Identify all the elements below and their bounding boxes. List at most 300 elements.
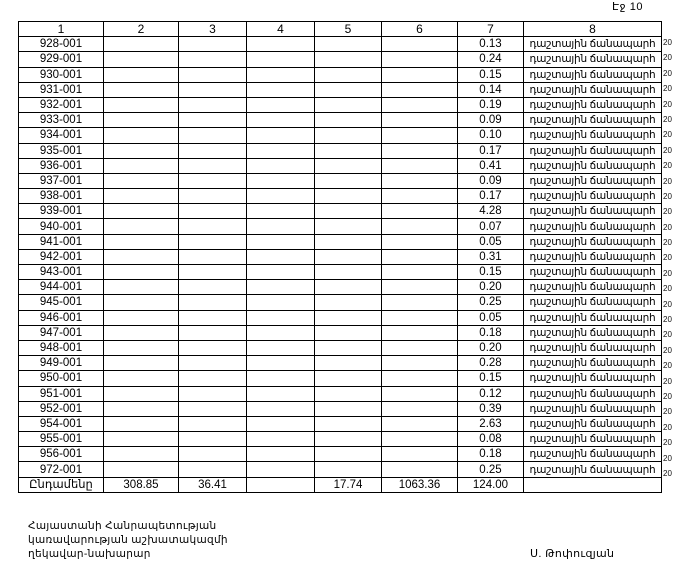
land-type-cell: դաշտային ճանապարհ (524, 158, 662, 173)
column-header-3: 3 (179, 22, 247, 37)
parcel-id-cell: 938-001 (19, 189, 104, 204)
margin-mark: 20 (663, 53, 672, 63)
land-type-cell: դաշտային ճանապարհ (524, 82, 662, 97)
empty-cell (179, 143, 247, 158)
table-row (19, 234, 662, 249)
empty-cell (247, 340, 315, 355)
parcel-id-cell: 947-001 (19, 325, 104, 340)
empty-cell (104, 295, 179, 310)
empty-cell (382, 401, 458, 416)
margin-mark: 20 (663, 176, 672, 186)
land-type-cell: դաշտային ճանապարհ (524, 371, 662, 386)
empty-cell (179, 295, 247, 310)
totals-row (19, 477, 662, 492)
margin-mark: 20 (663, 453, 672, 463)
area-cell: 0.13 (458, 37, 524, 52)
parcel-id-cell: 951-001 (19, 386, 104, 401)
land-type-cell: դաշտային ճանապարհ (524, 356, 662, 371)
empty-cell (104, 325, 179, 340)
empty-cell (179, 401, 247, 416)
empty-cell (179, 204, 247, 219)
empty-cell (382, 67, 458, 82)
margin-mark: 20 (663, 191, 672, 201)
empty-cell (382, 340, 458, 355)
empty-cell (247, 234, 315, 249)
margin-mark: 20 (663, 114, 672, 124)
area-cell: 0.17 (458, 189, 524, 204)
empty-cell (247, 189, 315, 204)
empty-cell (179, 249, 247, 264)
empty-cell (104, 447, 179, 462)
area-cell: 0.31 (458, 249, 524, 264)
empty-cell (179, 82, 247, 97)
table-row (19, 280, 662, 295)
empty-cell (247, 113, 315, 128)
signatory-name: Ս. Թոփուզյան (530, 548, 615, 560)
empty-cell (104, 67, 179, 82)
table-row (19, 113, 662, 128)
table-row (19, 416, 662, 431)
empty-cell (247, 128, 315, 143)
empty-cell (104, 204, 179, 219)
margin-mark: 20 (663, 391, 672, 401)
empty-cell (315, 67, 382, 82)
area-cell: 0.05 (458, 310, 524, 325)
table-row (19, 310, 662, 325)
empty-cell (247, 52, 315, 67)
empty-cell (104, 462, 179, 477)
empty-cell (179, 416, 247, 431)
totals-value: 17.74 (315, 477, 382, 492)
area-cell: 0.18 (458, 447, 524, 462)
totals-value (247, 477, 315, 492)
parcel-id-cell: 934-001 (19, 128, 104, 143)
empty-cell (247, 310, 315, 325)
page-number-label: Էջ 10 (612, 1, 643, 13)
table-row (19, 52, 662, 67)
empty-cell (247, 97, 315, 112)
parcel-id-cell: 929-001 (19, 52, 104, 67)
area-cell: 0.41 (458, 158, 524, 173)
empty-cell (315, 189, 382, 204)
margin-mark: 20 (663, 238, 672, 248)
empty-cell (382, 432, 458, 447)
area-cell: 0.19 (458, 97, 524, 112)
margin-mark: 20 (663, 84, 672, 94)
empty-cell (104, 173, 179, 188)
land-type-cell: դաշտային ճանապարհ (524, 67, 662, 82)
parcel-id-cell: 972-001 (19, 462, 104, 477)
empty-cell (382, 447, 458, 462)
table-row (19, 295, 662, 310)
land-type-cell: դաշտային ճանապարհ (524, 401, 662, 416)
table-row (19, 82, 662, 97)
empty-cell (247, 280, 315, 295)
empty-cell (179, 340, 247, 355)
land-type-cell: դաշտային ճանապարհ (524, 234, 662, 249)
empty-cell (315, 462, 382, 477)
empty-cell (382, 310, 458, 325)
empty-cell (247, 143, 315, 158)
land-type-cell: դաշտային ճանապարհ (524, 189, 662, 204)
empty-cell (315, 401, 382, 416)
land-type-cell: դաշտային ճանապարհ (524, 447, 662, 462)
empty-cell (382, 386, 458, 401)
empty-cell (382, 325, 458, 340)
empty-cell (382, 128, 458, 143)
empty-cell (382, 37, 458, 52)
empty-cell (179, 113, 247, 128)
parcel-id-cell: 928-001 (19, 37, 104, 52)
empty-cell (315, 158, 382, 173)
empty-cell (382, 416, 458, 431)
parcel-id-cell: 948-001 (19, 340, 104, 355)
empty-cell (382, 280, 458, 295)
empty-cell (104, 280, 179, 295)
margin-mark: 20 (663, 207, 672, 217)
margin-mark: 20 (663, 407, 672, 417)
area-cell: 0.20 (458, 280, 524, 295)
empty-cell (179, 173, 247, 188)
land-type-cell: դաշտային ճանապարհ (524, 386, 662, 401)
margin-mark: 20 (663, 422, 672, 432)
empty-cell (315, 143, 382, 158)
column-number-header (19, 22, 662, 37)
table-row (19, 249, 662, 264)
column-header-5: 5 (315, 22, 382, 37)
empty-cell (179, 219, 247, 234)
table-row (19, 173, 662, 188)
table-row (19, 265, 662, 280)
empty-cell (104, 416, 179, 431)
empty-cell (179, 310, 247, 325)
parcel-id-cell: 940-001 (19, 219, 104, 234)
area-cell: 0.15 (458, 265, 524, 280)
empty-cell (315, 371, 382, 386)
area-cell: 0.05 (458, 234, 524, 249)
land-type-cell: դաշտային ճանապարհ (524, 295, 662, 310)
land-type-cell: դաշտային ճանապարհ (524, 325, 662, 340)
empty-cell (382, 143, 458, 158)
empty-cell (104, 432, 179, 447)
margin-mark: 20 (663, 222, 672, 232)
margin-mark: 20 (663, 438, 672, 448)
land-type-cell: դաշտային ճանապարհ (524, 97, 662, 112)
empty-cell (104, 97, 179, 112)
empty-cell (382, 219, 458, 234)
parcel-id-cell: 933-001 (19, 113, 104, 128)
empty-cell (104, 371, 179, 386)
column-header-6: 6 (382, 22, 458, 37)
margin-mark: 20 (663, 330, 672, 340)
area-cell: 0.24 (458, 52, 524, 67)
empty-cell (104, 310, 179, 325)
empty-cell (104, 386, 179, 401)
empty-cell (104, 234, 179, 249)
area-cell: 0.28 (458, 356, 524, 371)
empty-cell (104, 356, 179, 371)
signature-title-line-3: ղեկավար-նախարար (28, 548, 151, 560)
empty-cell (247, 462, 315, 477)
margin-mark: 20 (663, 161, 672, 171)
parcel-id-cell: 956-001 (19, 447, 104, 462)
totals-label: Ընդամենը (19, 477, 104, 492)
area-cell: 0.15 (458, 67, 524, 82)
empty-cell (315, 249, 382, 264)
land-type-cell: դաշտային ճանապարհ (524, 432, 662, 447)
table-row (19, 386, 662, 401)
empty-cell (247, 265, 315, 280)
table-row (19, 143, 662, 158)
empty-cell (104, 158, 179, 173)
land-type-cell: դաշտային ճանապարհ (524, 52, 662, 67)
empty-cell (315, 295, 382, 310)
area-cell: 0.25 (458, 462, 524, 477)
table-row (19, 401, 662, 416)
parcel-id-cell: 945-001 (19, 295, 104, 310)
margin-mark: 20 (663, 253, 672, 263)
empty-cell (247, 325, 315, 340)
table-row (19, 356, 662, 371)
column-header-4: 4 (247, 22, 315, 37)
empty-cell (104, 113, 179, 128)
table-row (19, 447, 662, 462)
parcel-id-cell: 949-001 (19, 356, 104, 371)
empty-cell (104, 37, 179, 52)
margin-mark: 20 (663, 376, 672, 386)
area-cell: 0.14 (458, 82, 524, 97)
margin-mark: 20 (663, 468, 672, 478)
column-header-7: 7 (458, 22, 524, 37)
empty-cell (382, 52, 458, 67)
column-header-1: 1 (19, 22, 104, 37)
empty-cell (315, 219, 382, 234)
land-type-cell: դաշտային ճանապարհ (524, 219, 662, 234)
empty-cell (247, 356, 315, 371)
empty-cell (382, 234, 458, 249)
signature-title-block (28, 519, 228, 561)
table-row (19, 37, 662, 52)
empty-cell (104, 249, 179, 264)
empty-cell (382, 189, 458, 204)
empty-cell (247, 82, 315, 97)
empty-cell (382, 462, 458, 477)
column-header-8: 8 (524, 22, 662, 37)
signature-title-line-2: կառավարության աշխատակազմի (28, 534, 228, 546)
empty-cell (247, 416, 315, 431)
totals-value (524, 477, 662, 492)
empty-cell (315, 432, 382, 447)
empty-cell (315, 204, 382, 219)
land-type-cell: դաշտային ճանապարհ (524, 143, 662, 158)
signature-title-line-1: Հայաստանի Հանրապետության (28, 520, 217, 532)
empty-cell (247, 386, 315, 401)
empty-cell (315, 280, 382, 295)
margin-mark: 20 (663, 38, 672, 47)
empty-cell (179, 462, 247, 477)
empty-cell (382, 173, 458, 188)
table-row (19, 67, 662, 82)
table-row (19, 128, 662, 143)
land-type-cell: դաշտային ճանապարհ (524, 37, 662, 52)
area-cell: 0.18 (458, 325, 524, 340)
land-type-cell: դաշտային ճանապարհ (524, 280, 662, 295)
area-cell: 0.20 (458, 340, 524, 355)
area-cell: 0.08 (458, 432, 524, 447)
margin-mark: 20 (663, 361, 672, 371)
table-row (19, 371, 662, 386)
column-header-2: 2 (104, 22, 179, 37)
empty-cell (104, 401, 179, 416)
margin-marks (663, 35, 677, 481)
area-cell: 0.39 (458, 401, 524, 416)
empty-cell (179, 325, 247, 340)
parcel-id-cell: 935-001 (19, 143, 104, 158)
empty-cell (179, 234, 247, 249)
land-type-cell: դաշտային ճանապարհ (524, 204, 662, 219)
empty-cell (315, 386, 382, 401)
table-row (19, 325, 662, 340)
empty-cell (382, 371, 458, 386)
parcel-id-cell: 930-001 (19, 67, 104, 82)
empty-cell (179, 432, 247, 447)
land-type-cell: դաշտային ճանապարհ (524, 113, 662, 128)
empty-cell (315, 52, 382, 67)
empty-cell (104, 52, 179, 67)
margin-mark: 20 (663, 130, 672, 140)
area-cell: 0.15 (458, 371, 524, 386)
margin-mark: 20 (663, 268, 672, 278)
empty-cell (315, 340, 382, 355)
land-type-cell: դաշտային ճանապարհ (524, 173, 662, 188)
empty-cell (382, 356, 458, 371)
empty-cell (315, 82, 382, 97)
empty-cell (315, 447, 382, 462)
area-cell: 0.12 (458, 386, 524, 401)
empty-cell (179, 37, 247, 52)
parcel-id-cell: 950-001 (19, 371, 104, 386)
empty-cell (179, 52, 247, 67)
empty-cell (247, 432, 315, 447)
parcel-id-cell: 942-001 (19, 249, 104, 264)
totals-value: 124.00 (458, 477, 524, 492)
empty-cell (315, 97, 382, 112)
empty-cell (315, 325, 382, 340)
table-row (19, 462, 662, 477)
empty-cell (247, 219, 315, 234)
empty-cell (104, 189, 179, 204)
empty-cell (247, 295, 315, 310)
parcel-id-cell: 954-001 (19, 416, 104, 431)
land-type-cell: դաշտային ճանապարհ (524, 462, 662, 477)
empty-cell (382, 295, 458, 310)
empty-cell (179, 386, 247, 401)
empty-cell (315, 128, 382, 143)
empty-cell (247, 249, 315, 264)
empty-cell (382, 249, 458, 264)
land-type-cell: դաշտային ճանապարհ (524, 265, 662, 280)
empty-cell (179, 158, 247, 173)
parcel-id-cell: 941-001 (19, 234, 104, 249)
parcel-id-cell: 937-001 (19, 173, 104, 188)
empty-cell (315, 113, 382, 128)
table-row (19, 97, 662, 112)
parcel-id-cell: 955-001 (19, 432, 104, 447)
margin-mark: 20 (663, 284, 672, 294)
empty-cell (315, 234, 382, 249)
empty-cell (247, 447, 315, 462)
parcel-id-cell: 932-001 (19, 97, 104, 112)
area-cell: 4.28 (458, 204, 524, 219)
totals-value: 36.41 (179, 477, 247, 492)
empty-cell (315, 37, 382, 52)
table-row (19, 189, 662, 204)
empty-cell (247, 67, 315, 82)
table-row (19, 432, 662, 447)
parcel-id-cell: 939-001 (19, 204, 104, 219)
empty-cell (104, 128, 179, 143)
totals-value: 308.85 (104, 477, 179, 492)
empty-cell (179, 447, 247, 462)
empty-cell (247, 37, 315, 52)
table-row (19, 204, 662, 219)
empty-cell (179, 356, 247, 371)
land-type-cell: դաշտային ճանապարհ (524, 249, 662, 264)
land-ledger-table (18, 21, 662, 493)
parcel-id-cell: 936-001 (19, 158, 104, 173)
area-cell: 0.25 (458, 295, 524, 310)
area-cell: 0.07 (458, 219, 524, 234)
parcel-id-cell: 943-001 (19, 265, 104, 280)
empty-cell (315, 416, 382, 431)
margin-mark: 20 (663, 299, 672, 309)
empty-cell (104, 82, 179, 97)
empty-cell (382, 204, 458, 219)
land-type-cell: դաշտային ճանապարհ (524, 416, 662, 431)
table-row (19, 340, 662, 355)
empty-cell (104, 143, 179, 158)
empty-cell (104, 340, 179, 355)
area-cell: 2.63 (458, 416, 524, 431)
land-type-cell: դաշտային ճանապարհ (524, 340, 662, 355)
empty-cell (247, 158, 315, 173)
parcel-id-cell: 944-001 (19, 280, 104, 295)
empty-cell (315, 173, 382, 188)
empty-cell (104, 219, 179, 234)
margin-mark: 20 (663, 68, 672, 78)
parcel-id-cell: 931-001 (19, 82, 104, 97)
table-row (19, 158, 662, 173)
margin-mark: 20 (663, 99, 672, 109)
area-cell: 0.10 (458, 128, 524, 143)
margin-mark: 20 (663, 345, 672, 355)
empty-cell (179, 280, 247, 295)
empty-cell (247, 371, 315, 386)
margin-mark: 20 (663, 145, 672, 155)
area-cell: 0.09 (458, 173, 524, 188)
empty-cell (382, 158, 458, 173)
empty-cell (382, 97, 458, 112)
empty-cell (315, 310, 382, 325)
empty-cell (179, 189, 247, 204)
empty-cell (382, 113, 458, 128)
empty-cell (179, 97, 247, 112)
table-row (19, 219, 662, 234)
empty-cell (382, 82, 458, 97)
empty-cell (382, 265, 458, 280)
area-cell: 0.09 (458, 113, 524, 128)
empty-cell (104, 265, 179, 280)
